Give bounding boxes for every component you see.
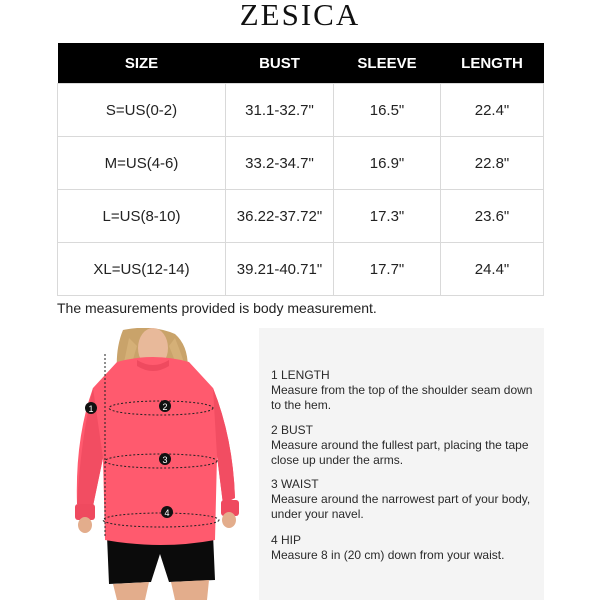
cell-length: 23.6" [441, 190, 544, 243]
cell-length: 22.4" [441, 84, 544, 137]
cell-sleeve: 16.5" [334, 84, 441, 137]
cell-bust: 33.2-34.7" [226, 137, 334, 190]
brand-logo: ZESICA [239, 0, 361, 32]
cell-length: 24.4" [441, 243, 544, 296]
measurement-guide [259, 328, 544, 600]
cell-bust: 31.1-32.7" [226, 84, 334, 137]
svg-text:1: 1 [88, 404, 94, 414]
guide-waist-text: Measure around the narrowest part of your body, under your navel. [271, 492, 531, 521]
table-row [58, 243, 544, 296]
size-chart-table [57, 43, 544, 296]
table-row [58, 137, 544, 190]
header-size: SIZE [58, 43, 226, 84]
guide-length [271, 368, 539, 413]
cell-bust: 39.21-40.71" [226, 243, 334, 296]
guide-length-text: Measure from the top of the shoulder seam down to the hem. [271, 383, 533, 412]
header-bust: BUST [226, 43, 334, 84]
cell-size: L=US(8-10) [58, 190, 226, 243]
svg-text:3: 3 [162, 455, 168, 465]
marker-4 [161, 506, 173, 518]
svg-text:2: 2 [162, 402, 168, 412]
header-sleeve: SLEEVE [334, 43, 441, 84]
sweatshirt-model-graphic [57, 328, 249, 600]
guide-waist-title: 3 WAIST [271, 477, 319, 491]
marker-1 [85, 402, 97, 414]
guide-bust-text: Measure around the fullest part, placing the tape close up under the arms. [271, 438, 529, 467]
cell-bust: 36.22-37.72" [226, 190, 334, 243]
cell-size: XL=US(12-14) [58, 243, 226, 296]
guide-hip-text: Measure 8 in (20 cm) down from your waist. [271, 548, 505, 562]
cell-sleeve: 16.9" [334, 137, 441, 190]
table-row [58, 84, 544, 137]
guide-hip-title: 4 HIP [271, 533, 302, 547]
table-row [58, 190, 544, 243]
measurement-note: The measurements provided is body measurement. [57, 300, 377, 316]
cell-sleeve: 17.7" [334, 243, 441, 296]
cell-sleeve: 17.3" [334, 190, 441, 243]
marker-2 [159, 400, 171, 412]
guide-waist [271, 477, 539, 522]
marker-3 [159, 453, 171, 465]
cell-length: 22.8" [441, 137, 544, 190]
guide-bust-title: 2 BUST [271, 423, 314, 437]
cell-size: S=US(0-2) [58, 84, 226, 137]
header-length: LENGTH [441, 43, 544, 84]
table-header-row [58, 43, 544, 84]
svg-text:4: 4 [164, 508, 170, 518]
cell-size: M=US(4-6) [58, 137, 226, 190]
guide-hip [271, 533, 539, 563]
guide-length-title: 1 LENGTH [271, 368, 330, 382]
guide-bust [271, 423, 539, 468]
model-illustration [57, 328, 249, 600]
